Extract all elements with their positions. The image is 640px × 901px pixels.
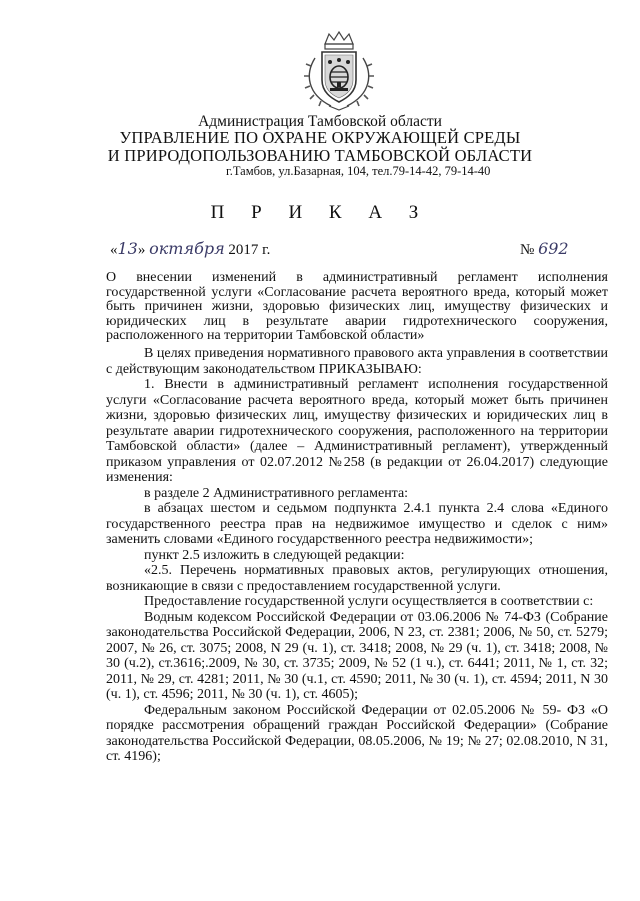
department-address: г.Тамбов, ул.Базарная, 104, тел.79-14-42, 79-14-40 <box>226 164 491 178</box>
paragraph: В целях приведения нормативного правового акта управления в соответствии с действующим законодательством ПРИКАЗЫВАЮ: <box>106 346 608 377</box>
document-date <box>110 239 270 259</box>
paragraph: Федеральным законом Российской Федерации от 02.05.2006 № 59- ФЗ «О порядке рассмотрения обращений граждан Российской Федерации» (Собрание законодательства Российской Федерации, 08.05.2006, № 19; № 27; 02.08.2010, N 31, ст. 4196); <box>106 702 608 764</box>
paragraph: «2.5. Перечень нормативных правовых актов, регулирующих отношения, возникающие в связи с предоставлением государственной услуги. <box>106 563 608 594</box>
date-year: 2017 г. <box>228 242 271 258</box>
document-number <box>520 239 569 259</box>
document-subject: О внесении изменений в административный регламент исполнения государственной услуги «Согласование расчета вероятного вреда, который может быть причинен жизни, здоровью физических лиц, имуществу физических и юридических лиц в результате аварии гидротехнического сооружения, расположенного на территории Тамбовской области» <box>106 270 608 344</box>
paragraph: в разделе 2 Административного регламента: <box>144 485 409 501</box>
paragraph: в абзацах шестом и седьмом подпункта 2.4.1 пункта 2.4 слова «Единого государственного реестра прав на недвижимое имущество и сделок с ним» заменить словами «Единого государственного реестра недвижимости»; <box>106 501 608 547</box>
date-close-quote: » <box>137 242 146 258</box>
paragraph: пункт 2.5 изложить в следующей редакции: <box>144 547 405 563</box>
number-label: № <box>520 242 535 258</box>
document-body <box>106 346 608 765</box>
document-title: П Р И К А З <box>210 202 430 223</box>
paragraph: 1. Внести в административный регламент исполнения государственной услуги «Согласование расчета вероятного вреда, который может быть причинен жизни, здоровью физических лиц, имуществу физических и юридических лиц в результате аварии гидротехнического сооружения, расположенного на территории Тамбовской области» (далее – Административный регламент), утвержденный приказом управления от 02.07.2012 №258 (в редакции от 26.04.2017) следующие изменения: <box>106 377 608 485</box>
date-day-handwritten: 13 <box>117 239 138 258</box>
number-value-handwritten: 692 <box>538 239 569 258</box>
department-name-line-2: И ПРИРОДОПОЛЬЗОВАНИЮ ТАМБОВСКОЙ ОБЛАСТИ <box>107 146 533 165</box>
coat-of-arms-emblem <box>301 30 377 112</box>
paragraph: Предоставление государственной услуги осуществляется в соответствии с: <box>144 594 594 609</box>
date-month-handwritten: октября <box>149 239 225 258</box>
paragraph: Водным кодексом Российской Федерации от 03.06.2006 № 74-ФЗ (Собрание законодательства Российской Федерации, 2006, N 23, ст. 2381; 2006, № 50, ст. 5279; 2007, № 26, ст. 3075; 2008, N 29 (ч. 1), ст. 3418; 2008, № 29 (ч. 1), ст. 3418; 2008, № 30 (ч.2), ст.3616;.2009, № 30, ст. 3735; 2009, № 52 (1 ч.), ст. 6441; 2011, № 1, ст. 32; 2011, № 29, ст. 4281; 2011, № 30 (ч.1, ст. 4590; 2011, № 30 (ч. 1), ст. 4594; 2011, N 30 (ч. 1), ст. 4596; 2011, № 30 (ч. 1), ст. 4605); <box>106 609 608 702</box>
date-open-quote: « <box>110 242 118 258</box>
department-name-line-1: УПРАВЛЕНИЕ ПО ОХРАНЕ ОКРУЖАЮЩЕЙ СРЕДЫ <box>119 128 521 147</box>
administration-name: Администрация Тамбовской области <box>198 113 442 130</box>
